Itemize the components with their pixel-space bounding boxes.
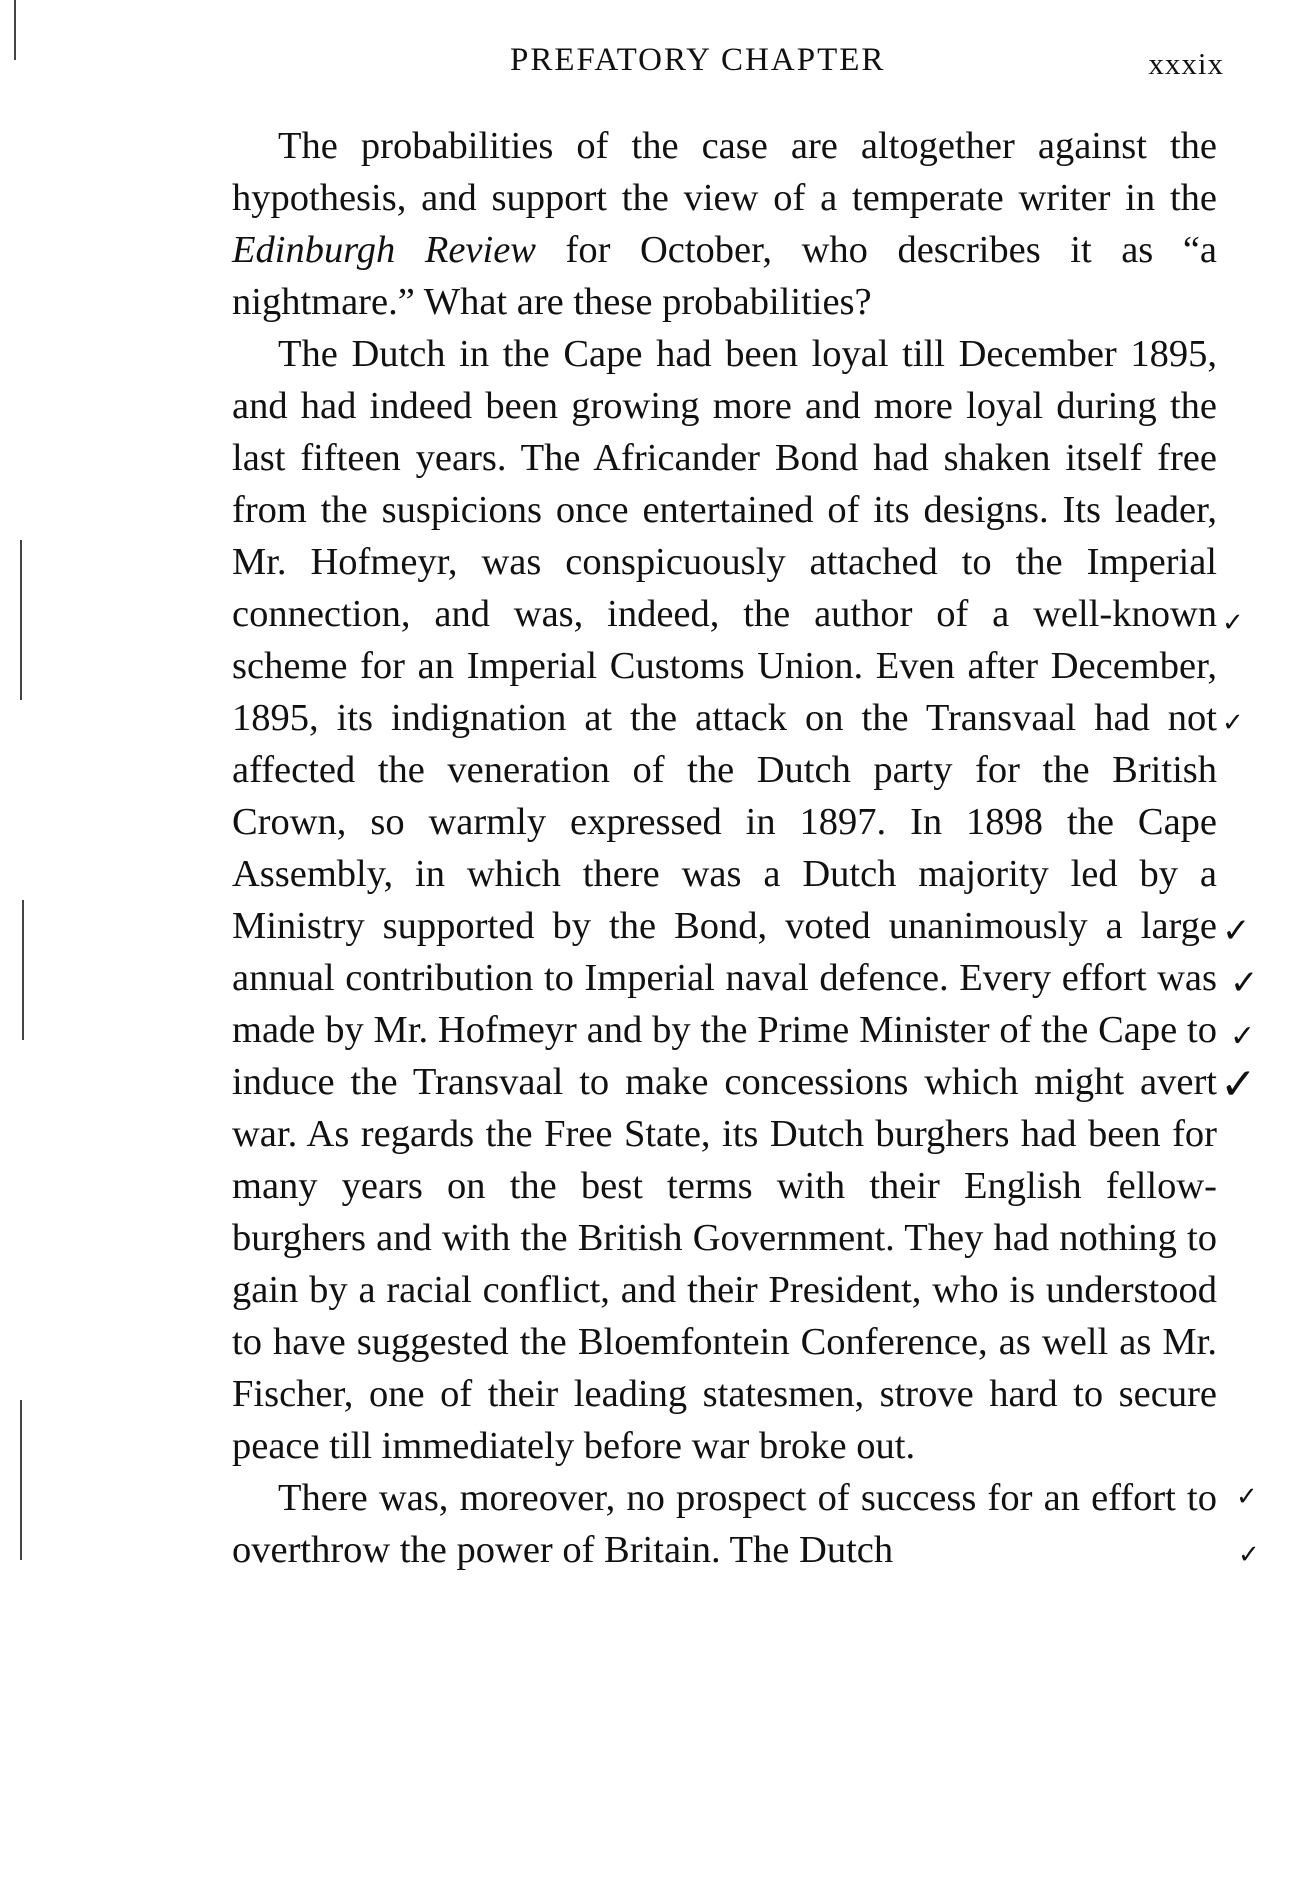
margin-check-mark: ✓ (1230, 1019, 1256, 1054)
paragraph-1 (232, 120, 1217, 328)
margin-check-mark: ✓ (1220, 1059, 1257, 1110)
paragraph-3: There was, moreover, no prospect of success for an effort to overthrow the power of Britain. The Dutch (232, 1477, 1217, 1571)
margin-check-mark: ✓ (1236, 1482, 1258, 1512)
margin-check-mark: ✓ (1222, 708, 1244, 738)
margin-check-mark: ✓ (1238, 1540, 1260, 1570)
page-edge-line (22, 900, 24, 1040)
page-edge-line (20, 540, 22, 700)
paragraph-2: The Dutch in the Cape had been loyal till December 1895, and had indeed been growing more and more loyal during the last fifteen years. The Africander Bond had shaken itself free from the suspicions once entertained of its designs. Its leader, Mr. Hofmeyr, was conspicuously attached to the Imperial connection, and was, indeed, the author of a well-known scheme for an Imperial Customs Union. Even after December, 1895, its indignation at the attack on the Transvaal had not affected the veneration of the Dutch party for the British Crown, so warmly expressed in 1897. In 1898 the Cape Assembly, in which there was a Dutch majority led by a Ministry supported by the Bond, voted unanimously a large annual contribution to Imperial naval defence. Every effort was made by Mr. Hofmeyr and by the Prime Minister of the Cape to induce the Transvaal to make concessions which might avert war. As regards the Free State, its Dutch burghers had been for many years on the best terms with their English fellow-burghers and with the British Government. They had nothing to gain by a racial conflict, and their President, who is understood to have suggested the Bloemfontein Conference, as well as Mr. Fischer, one of their leading statesmen, strove hard to secure peace till immediately before war broke out. (232, 333, 1217, 1467)
page-edge-line (20, 1400, 22, 1560)
margin-check-mark: ✓ (1230, 963, 1259, 1003)
paragraph-1-text-end: for October, who describes it as “a nightmare.” What are these probabilities? (232, 229, 1217, 323)
page-edge-line (14, 0, 16, 60)
margin-check-mark: ✓ (1222, 911, 1251, 951)
page-number: xxxix (1148, 46, 1224, 81)
journal-title: Edinburgh Review (232, 229, 536, 271)
paragraph-1-text: The probabilities of the case are altogether against the hypothesis, and support the view of a temperate writer in the (232, 125, 1217, 219)
body-text (232, 120, 1217, 1576)
margin-check-mark: ✓ (1222, 608, 1244, 638)
running-head: PREFATORY CHAPTER (510, 42, 886, 78)
